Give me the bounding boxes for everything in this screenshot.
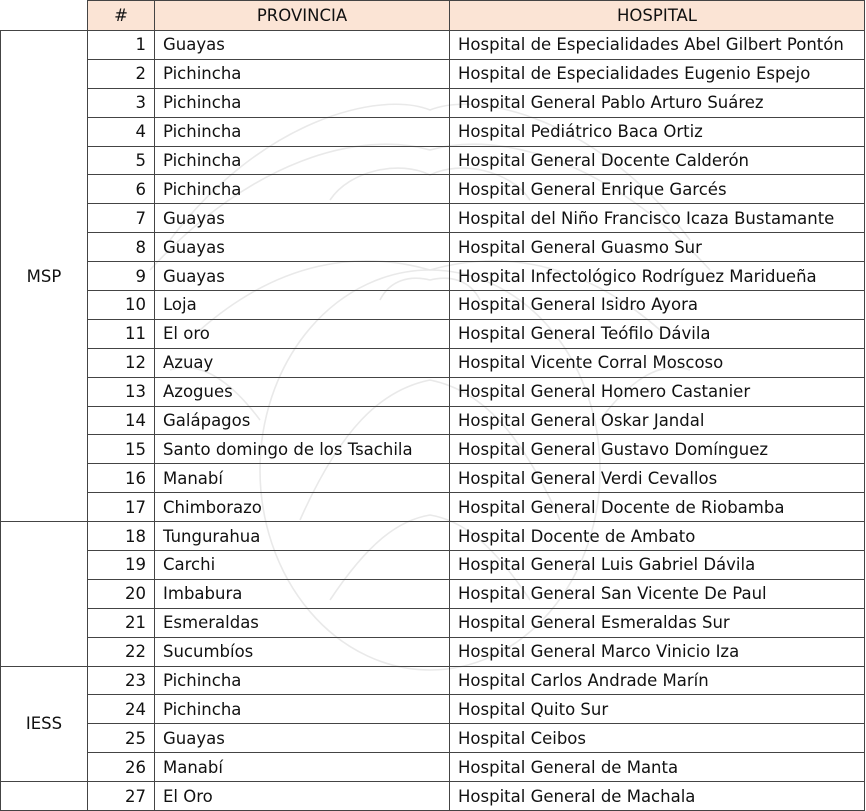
row-number: 11: [88, 319, 155, 348]
table-row: [1, 31, 865, 60]
row-number: 19: [88, 551, 155, 580]
row-number: 12: [88, 348, 155, 377]
hospital-cell: Hospital General Luis Gabriel Dávila: [450, 551, 865, 580]
table-row: [1, 551, 865, 580]
hospital-cell: Hospital Docente de Ambato: [450, 522, 865, 551]
table-body: [1, 31, 865, 811]
hospital-cell: Hospital General Verdi Cevallos: [450, 464, 865, 493]
province-cell: Guayas: [155, 724, 450, 753]
province-cell: El Oro: [155, 782, 450, 811]
row-number: 2: [88, 59, 155, 88]
group-label: [1, 782, 88, 811]
hospital-cell: Hospital del Niño Francisco Icaza Bustamante: [450, 204, 865, 233]
row-number: 5: [88, 146, 155, 175]
province-cell: Guayas: [155, 204, 450, 233]
province-cell: Azuay: [155, 348, 450, 377]
row-number: 16: [88, 464, 155, 493]
hospital-cell: Hospital Carlos Andrade Marín: [450, 666, 865, 695]
table-row: [1, 695, 865, 724]
row-number: 20: [88, 579, 155, 608]
table-row: [1, 464, 865, 493]
header-hospital: HOSPITAL: [450, 1, 865, 31]
row-number: 18: [88, 522, 155, 551]
hospital-cell: Hospital General Guasmo Sur: [450, 233, 865, 262]
table-row: [1, 377, 865, 406]
province-cell: Pichincha: [155, 88, 450, 117]
province-cell: Pichincha: [155, 146, 450, 175]
hospital-cell: Hospital Infectológico Rodríguez Maridueña: [450, 262, 865, 291]
row-number: 15: [88, 435, 155, 464]
table-row: [1, 637, 865, 666]
table-row: [1, 233, 865, 262]
table-row: [1, 204, 865, 233]
row-number: 1: [88, 31, 155, 60]
row-number: 14: [88, 406, 155, 435]
province-cell: Azogues: [155, 377, 450, 406]
province-cell: Pichincha: [155, 117, 450, 146]
group-label: IESS: [1, 666, 88, 782]
hospital-cell: Hospital Ceibos: [450, 724, 865, 753]
hospital-cell: Hospital General Enrique Garcés: [450, 175, 865, 204]
row-number: 17: [88, 493, 155, 522]
group-label: MSP: [1, 31, 88, 522]
table-row: [1, 319, 865, 348]
table-row: [1, 88, 865, 117]
province-cell: Guayas: [155, 31, 450, 60]
row-number: 10: [88, 291, 155, 320]
province-cell: Santo domingo de los Tsachila: [155, 435, 450, 464]
table-row: [1, 117, 865, 146]
province-cell: Pichincha: [155, 695, 450, 724]
row-number: 9: [88, 262, 155, 291]
table-row: [1, 579, 865, 608]
table-row: [1, 782, 865, 811]
table-row: [1, 146, 865, 175]
row-number: 4: [88, 117, 155, 146]
hospital-cell: Hospital General Esmeraldas Sur: [450, 608, 865, 637]
table-row: [1, 493, 865, 522]
province-cell: Tungurahua: [155, 522, 450, 551]
row-number: 22: [88, 637, 155, 666]
table-row: [1, 59, 865, 88]
table-row: [1, 724, 865, 753]
hospital-cell: Hospital General Docente de Riobamba: [450, 493, 865, 522]
hospital-cell: Hospital Pediátrico Baca Ortiz: [450, 117, 865, 146]
table-row: [1, 175, 865, 204]
hospital-cell: Hospital General de Machala: [450, 782, 865, 811]
row-number: 25: [88, 724, 155, 753]
row-number: 3: [88, 88, 155, 117]
header-blank-cell: [1, 1, 88, 31]
province-cell: Guayas: [155, 262, 450, 291]
hospital-cell: Hospital General Pablo Arturo Suárez: [450, 88, 865, 117]
table-row: [1, 753, 865, 782]
row-number: 6: [88, 175, 155, 204]
hospital-cell: Hospital General San Vicente De Paul: [450, 579, 865, 608]
header-province: PROVINCIA: [155, 1, 450, 31]
row-number: 13: [88, 377, 155, 406]
province-cell: Manabí: [155, 464, 450, 493]
hospital-cell: Hospital General Isidro Ayora: [450, 291, 865, 320]
row-number: 27: [88, 782, 155, 811]
hospital-cell: Hospital General de Manta: [450, 753, 865, 782]
hospital-cell: Hospital General Oskar Jandal: [450, 406, 865, 435]
table-row: [1, 291, 865, 320]
province-cell: Chimborazo: [155, 493, 450, 522]
table-row: [1, 348, 865, 377]
hospital-cell: Hospital de Especialidades Eugenio Espejo: [450, 59, 865, 88]
province-cell: Sucumbíos: [155, 637, 450, 666]
province-cell: Pichincha: [155, 59, 450, 88]
hospital-cell: Hospital General Marco Vinicio Iza: [450, 637, 865, 666]
table-row: [1, 262, 865, 291]
table-header-row: [1, 1, 865, 31]
hospital-cell: Hospital General Homero Castanier: [450, 377, 865, 406]
row-number: 26: [88, 753, 155, 782]
province-cell: Esmeraldas: [155, 608, 450, 637]
province-cell: Galápagos: [155, 406, 450, 435]
table-row: [1, 608, 865, 637]
table-row: [1, 406, 865, 435]
hospital-cell: Hospital Quito Sur: [450, 695, 865, 724]
province-cell: Pichincha: [155, 666, 450, 695]
province-cell: Pichincha: [155, 175, 450, 204]
hospital-cell: Hospital General Gustavo Domínguez: [450, 435, 865, 464]
group-label: [1, 522, 88, 666]
row-number: 21: [88, 608, 155, 637]
hospital-cell: Hospital de Especialidades Abel Gilbert Pontón: [450, 31, 865, 60]
row-number: 23: [88, 666, 155, 695]
header-number: #: [88, 1, 155, 31]
row-number: 7: [88, 204, 155, 233]
province-cell: Carchi: [155, 551, 450, 580]
province-cell: Loja: [155, 291, 450, 320]
row-number: 24: [88, 695, 155, 724]
province-cell: Imbabura: [155, 579, 450, 608]
hospital-cell: Hospital Vicente Corral Moscoso: [450, 348, 865, 377]
table-row: [1, 666, 865, 695]
hospital-cell: Hospital General Docente Calderón: [450, 146, 865, 175]
table-row: [1, 522, 865, 551]
row-number: 8: [88, 233, 155, 262]
province-cell: Guayas: [155, 233, 450, 262]
province-cell: Manabí: [155, 753, 450, 782]
hospital-cell: Hospital General Teófilo Dávila: [450, 319, 865, 348]
table-row: [1, 435, 865, 464]
province-cell: El oro: [155, 319, 450, 348]
